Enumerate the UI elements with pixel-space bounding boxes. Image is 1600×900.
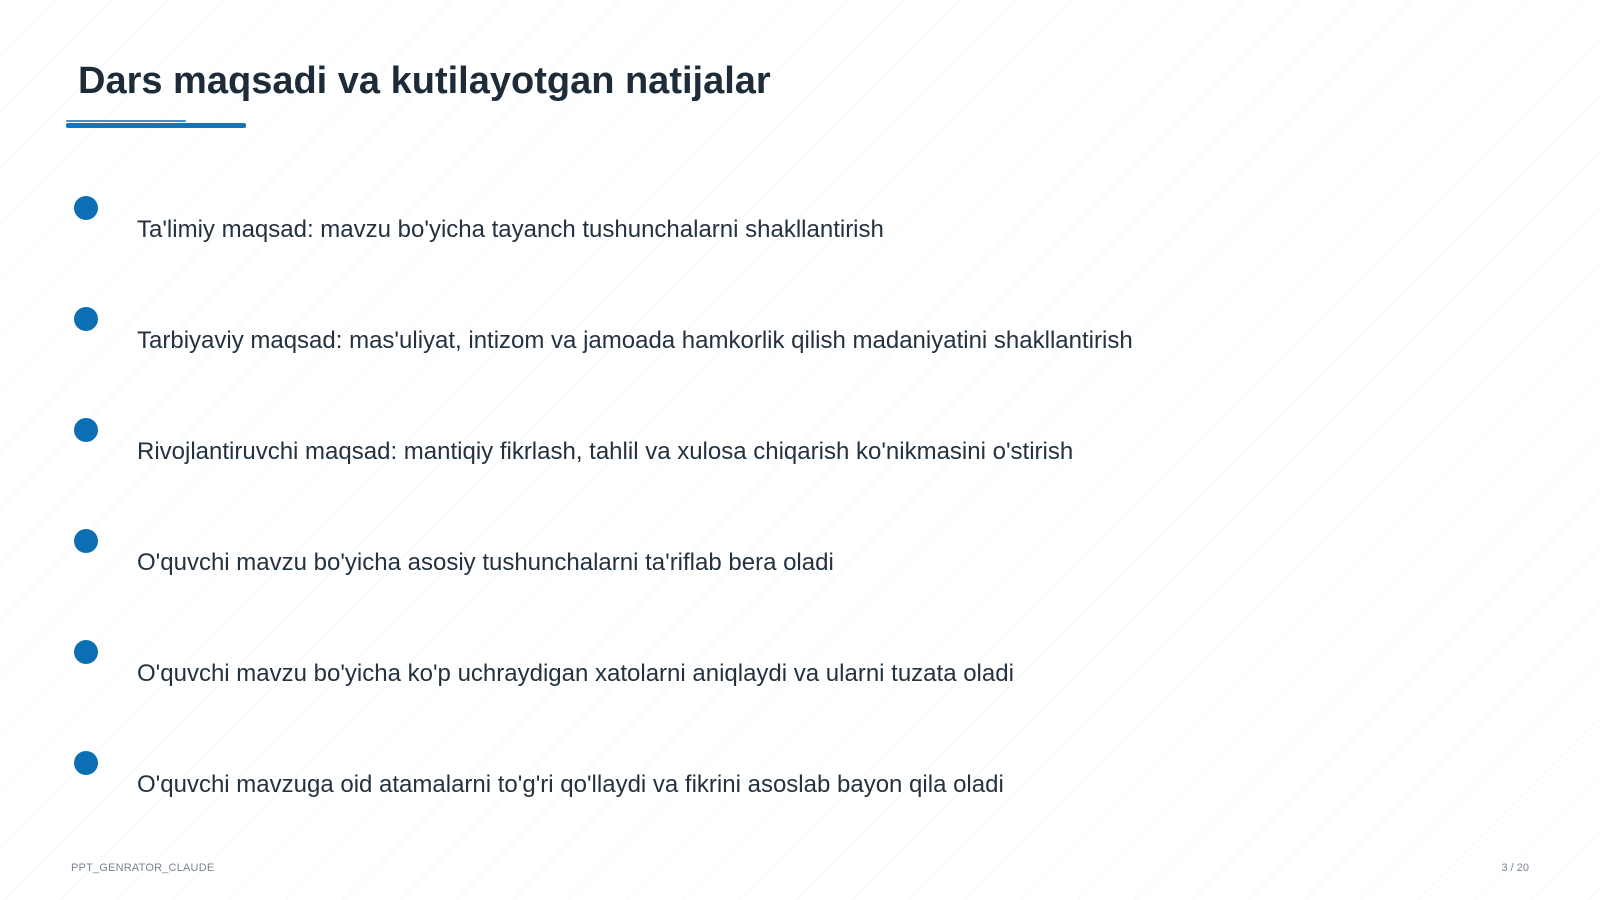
title-underline [66, 123, 246, 128]
bullet-text: O'quvchi mavzu bo'yicha ko'p uchraydigan xatolarni aniqlaydi va ularni tuzata oladi [137, 660, 1014, 687]
bullet-text: Rivojlantiruvchi maqsad: mantiqiy fikrlash, tahlil va xulosa chiqarish ko'nikmasini o'stirish [137, 438, 1074, 465]
list-item [0, 640, 1600, 710]
slide-title: Dars maqsadi va kutilayotgan natijalar [78, 60, 771, 102]
list-item [0, 418, 1600, 488]
bullet-dot-icon [74, 529, 98, 553]
bullet-dot-icon [74, 307, 98, 331]
bullet-text: Ta'limiy maqsad: mavzu bo'yicha tayanch tushunchalarni shakllantirish [137, 216, 884, 243]
bullet-dot-icon [74, 751, 98, 775]
bullet-dot-icon [74, 196, 98, 220]
list-item [0, 529, 1600, 599]
bullet-text: Tarbiyaviy maqsad: mas'uliyat, intizom va jamoada hamkorlik qilish madaniyatini shakllantirish [137, 327, 1133, 354]
bullet-dot-icon [74, 640, 98, 664]
title-underline-highlight [66, 120, 186, 122]
bullet-text: O'quvchi mavzu bo'yicha asosiy tushunchalarni ta'riflab bera oladi [137, 549, 834, 576]
bullet-text: O'quvchi mavzuga oid atamalarni to'g'ri qo'llaydi va fikrini asoslab bayon qila oladi [137, 771, 1004, 798]
footer-label: PPT_GENRATOR_CLAUDE [71, 862, 215, 874]
list-item [0, 307, 1600, 377]
list-item [0, 196, 1600, 266]
list-item [0, 751, 1600, 821]
bullet-dot-icon [74, 418, 98, 442]
page-indicator: 3 / 20 [1501, 862, 1529, 874]
